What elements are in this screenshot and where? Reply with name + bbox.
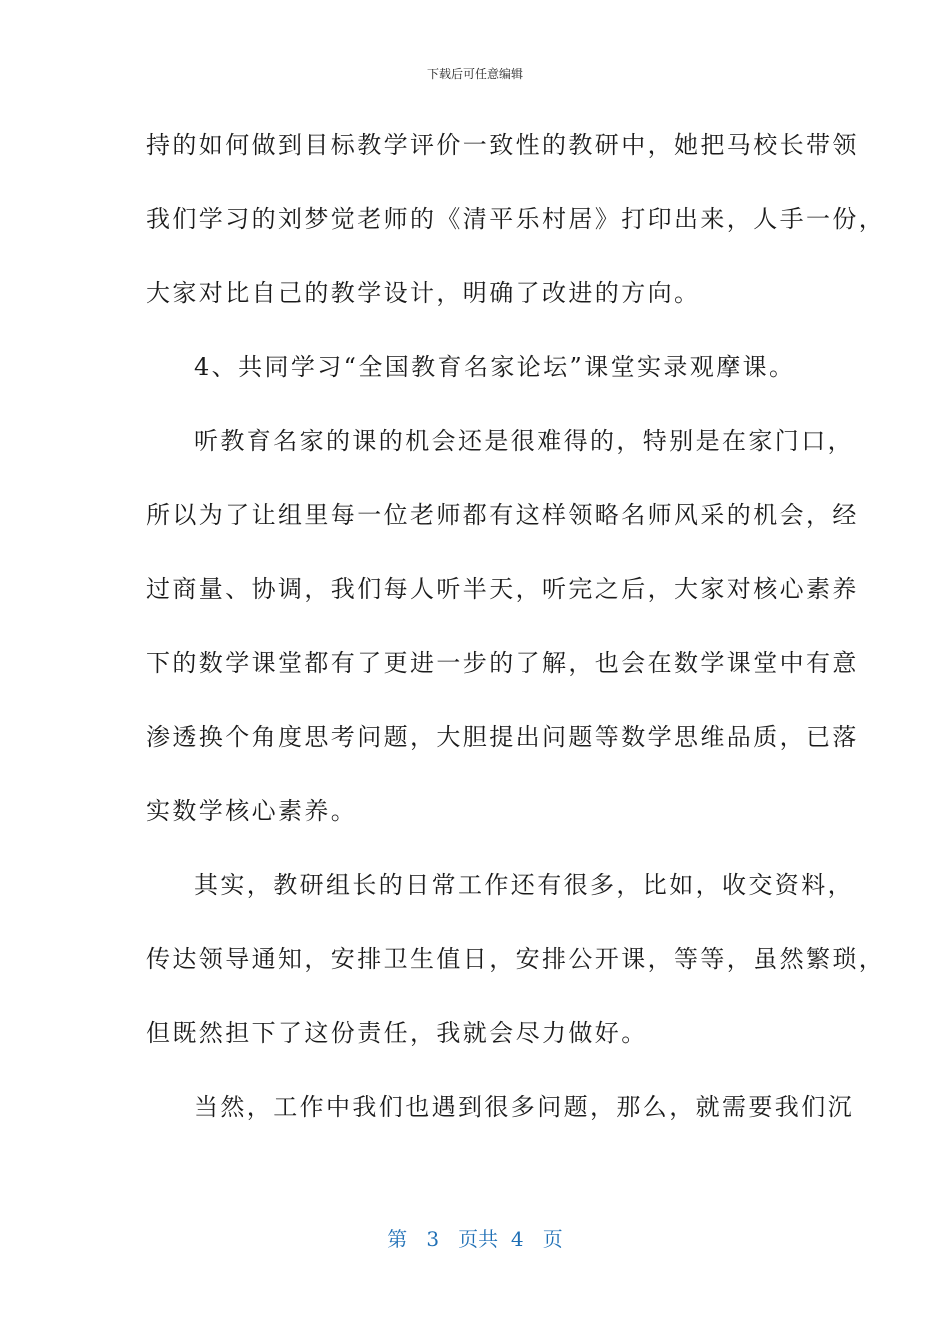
text-line: 听教育名家的课的机会还是很难得的，特别是在家门口，: [194, 427, 854, 455]
text-line: 下的数学课堂都有了更进一步的了解，也会在数学课堂中有意: [146, 649, 859, 677]
text-line: 过商量、协调，我们每人听半天，听完之后，大家对核心素养: [146, 575, 859, 603]
text-line: 其实，教研组长的日常工作还有很多，比如，收交资料，: [194, 871, 854, 899]
section-heading: 4、共同学习“全国教育名家论坛”课堂实录观摩课。: [194, 353, 796, 381]
total-pages-number: 4: [510, 1227, 524, 1251]
text-line: 我们学习的刘梦觉老师的《清平乐村居》打印出来，人手一份，: [146, 205, 886, 233]
document-body: [146, 118, 886, 1154]
current-page-number: 3: [426, 1227, 440, 1251]
text-line: 当然，工作中我们也遇到很多问题，那么，就需要我们沉: [194, 1093, 854, 1121]
text-line: 实数学核心素养。: [146, 797, 358, 825]
text-line: 传达领导通知，安排卫生值日，安排公开课，等等，虽然繁琐，: [146, 945, 886, 973]
text-line: 大家对比自己的教学设计，明确了改进的方向。: [146, 279, 701, 307]
text-line: 所以为了让组里每一位老师都有这样领略名师风采的机会，经: [146, 501, 859, 529]
footer-suffix: 页: [542, 1227, 563, 1251]
text-line: 渗透换个角度思考问题，大胆提出问题等数学思维品质，已落: [146, 723, 859, 751]
page-footer: [0, 1226, 950, 1252]
page-header: 下载后可任意编辑: [426, 67, 523, 81]
text-line: 持的如何做到目标教学评价一致性的教研中，她把马校长带领: [146, 131, 859, 159]
footer-prefix: 第: [387, 1227, 408, 1251]
footer-middle: 页共: [458, 1227, 499, 1251]
text-line: 但既然担下了这份责任，我就会尽力做好。: [146, 1019, 648, 1047]
